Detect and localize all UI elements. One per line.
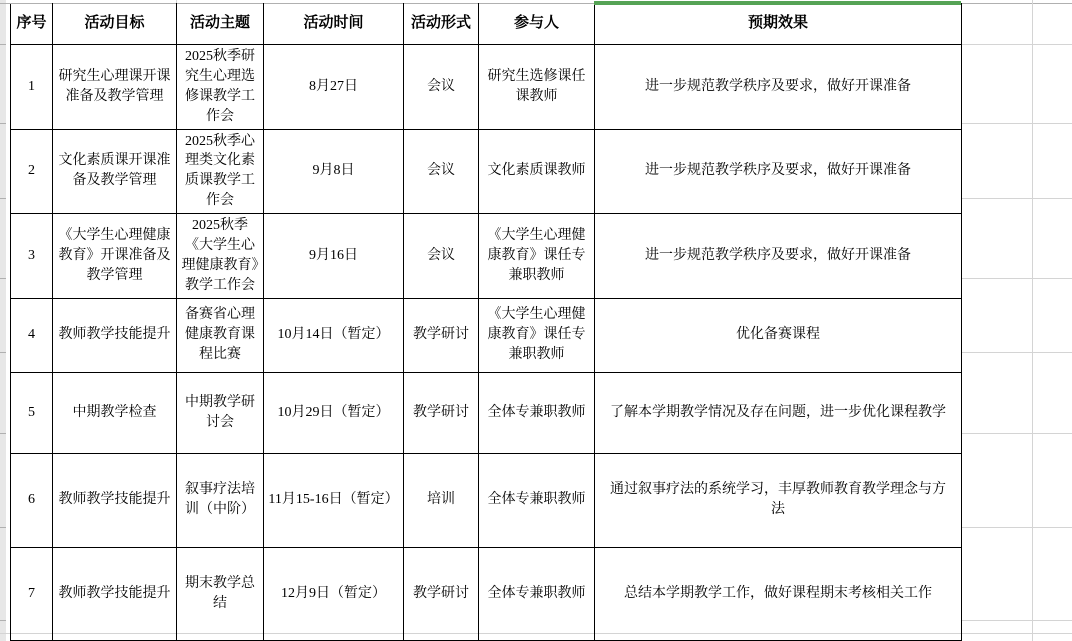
cell-effect[interactable]: 总结本学期教学工作，做好课程期末考核相关工作 (595, 547, 962, 640)
table-row (11, 547, 962, 640)
gridline (961, 44, 1072, 45)
cell-format[interactable]: 会议 (404, 129, 479, 214)
cell-time[interactable]: 10月29日（暂定） (264, 372, 404, 453)
cell-time[interactable]: 9月16日 (264, 214, 404, 299)
gridline (0, 620, 6, 621)
gridline (961, 3, 1072, 4)
gridline (961, 527, 1072, 528)
cell-time[interactable]: 9月8日 (264, 129, 404, 214)
cell-format[interactable]: 教学研讨 (404, 372, 479, 453)
gridline (0, 433, 6, 434)
cell-goal[interactable]: 《大学生心理健康教育》开课准备及教学管理 (53, 214, 177, 299)
cell-effect[interactable]: 了解本学期教学情况及存在问题，进一步优化课程教学 (595, 372, 962, 453)
gridline (0, 123, 6, 124)
cell-theme[interactable]: 叙事疗法培训（中阶） (177, 453, 264, 547)
gridline (961, 433, 1072, 434)
cell-effect[interactable]: 进一步规范教学秩序及要求，做好开课准备 (595, 45, 962, 130)
cell-theme[interactable]: 2025秋季《大学生心理健康教育》教学工作会 (177, 214, 264, 299)
cell-theme[interactable]: 2025秋季心理类文化素质课教学工作会 (177, 129, 264, 214)
header-participants[interactable]: 参与人 (479, 4, 595, 45)
table-row (11, 129, 962, 214)
gridline (1032, 0, 1033, 641)
header-activity-theme[interactable]: 活动主题 (177, 4, 264, 45)
cell-time[interactable]: 11月15-16日（暂定） (264, 453, 404, 547)
cell-serial[interactable]: 3 (11, 214, 53, 299)
gridline (0, 198, 6, 199)
header-activity-time[interactable]: 活动时间 (264, 4, 404, 45)
cell-theme[interactable]: 2025秋季研究生心理选修课教学工作会 (177, 45, 264, 130)
activity-plan-table (10, 3, 962, 641)
header-activity-format[interactable]: 活动形式 (404, 4, 479, 45)
cell-time[interactable]: 8月27日 (264, 45, 404, 130)
cell-goal[interactable]: 教师教学技能提升 (53, 453, 177, 547)
cell-effect[interactable]: 进一步规范教学秩序及要求，做好开课准备 (595, 214, 962, 299)
cell-serial[interactable]: 1 (11, 45, 53, 130)
gridline (961, 123, 1072, 124)
cell-effect[interactable]: 优化备赛课程 (595, 298, 962, 372)
gridline (0, 278, 6, 279)
gridline (0, 44, 6, 45)
gridline (0, 527, 6, 528)
gridline (0, 352, 6, 353)
cell-goal[interactable]: 中期教学检查 (53, 372, 177, 453)
header-row (11, 4, 962, 45)
cell-time[interactable]: 12月9日（暂定） (264, 547, 404, 640)
cell-theme[interactable]: 期末教学总结 (177, 547, 264, 640)
header-activity-goal[interactable]: 活动目标 (53, 4, 177, 45)
cell-format[interactable]: 教学研讨 (404, 547, 479, 640)
cell-format[interactable]: 教学研讨 (404, 298, 479, 372)
table-row (11, 45, 962, 130)
cell-participants[interactable]: 全体专兼职教师 (479, 372, 595, 453)
row-header-strip (0, 0, 6, 641)
gridline (0, 633, 6, 634)
table-row (11, 298, 962, 372)
cell-participants[interactable]: 全体专兼职教师 (479, 453, 595, 547)
cell-participants[interactable]: 《大学生心理健康教育》课任专兼职教师 (479, 214, 595, 299)
cell-participants[interactable]: 全体专兼职教师 (479, 547, 595, 640)
cell-participants[interactable]: 《大学生心理健康教育》课任专兼职教师 (479, 298, 595, 372)
cell-effect[interactable]: 通过叙事疗法的系统学习，丰厚教师教育教学理念与方法 (595, 453, 962, 547)
cell-serial[interactable]: 4 (11, 298, 53, 372)
cell-theme[interactable]: 中期教学研讨会 (177, 372, 264, 453)
cell-time[interactable]: 10月14日（暂定） (264, 298, 404, 372)
table-row (11, 214, 962, 299)
header-expected-effect[interactable]: 预期效果 (595, 4, 962, 45)
cell-goal[interactable]: 教师教学技能提升 (53, 298, 177, 372)
table-row (11, 372, 962, 453)
header-serial-number[interactable]: 序号 (11, 4, 53, 45)
cell-theme[interactable]: 备赛省心理健康教育课程比赛 (177, 298, 264, 372)
cell-serial[interactable]: 2 (11, 129, 53, 214)
gridline (0, 3, 10, 4)
cell-goal[interactable]: 文化素质课开课准备及教学管理 (53, 129, 177, 214)
cell-format[interactable]: 会议 (404, 214, 479, 299)
gridline (961, 620, 1072, 621)
cell-participants[interactable]: 文化素质课教师 (479, 129, 595, 214)
cell-goal[interactable]: 教师教学技能提升 (53, 547, 177, 640)
cell-participants[interactable]: 研究生选修课任课教师 (479, 45, 595, 130)
cell-serial[interactable]: 5 (11, 372, 53, 453)
cell-goal[interactable]: 研究生心理课开课准备及教学管理 (53, 45, 177, 130)
table-row (11, 453, 962, 547)
cell-format[interactable]: 会议 (404, 45, 479, 130)
gridline (961, 198, 1072, 199)
cell-serial[interactable]: 6 (11, 453, 53, 547)
gridline (961, 278, 1072, 279)
cell-serial[interactable]: 7 (11, 547, 53, 640)
gridline (961, 352, 1072, 353)
cell-effect[interactable]: 进一步规范教学秩序及要求，做好开课准备 (595, 129, 962, 214)
cell-format[interactable]: 培训 (404, 453, 479, 547)
